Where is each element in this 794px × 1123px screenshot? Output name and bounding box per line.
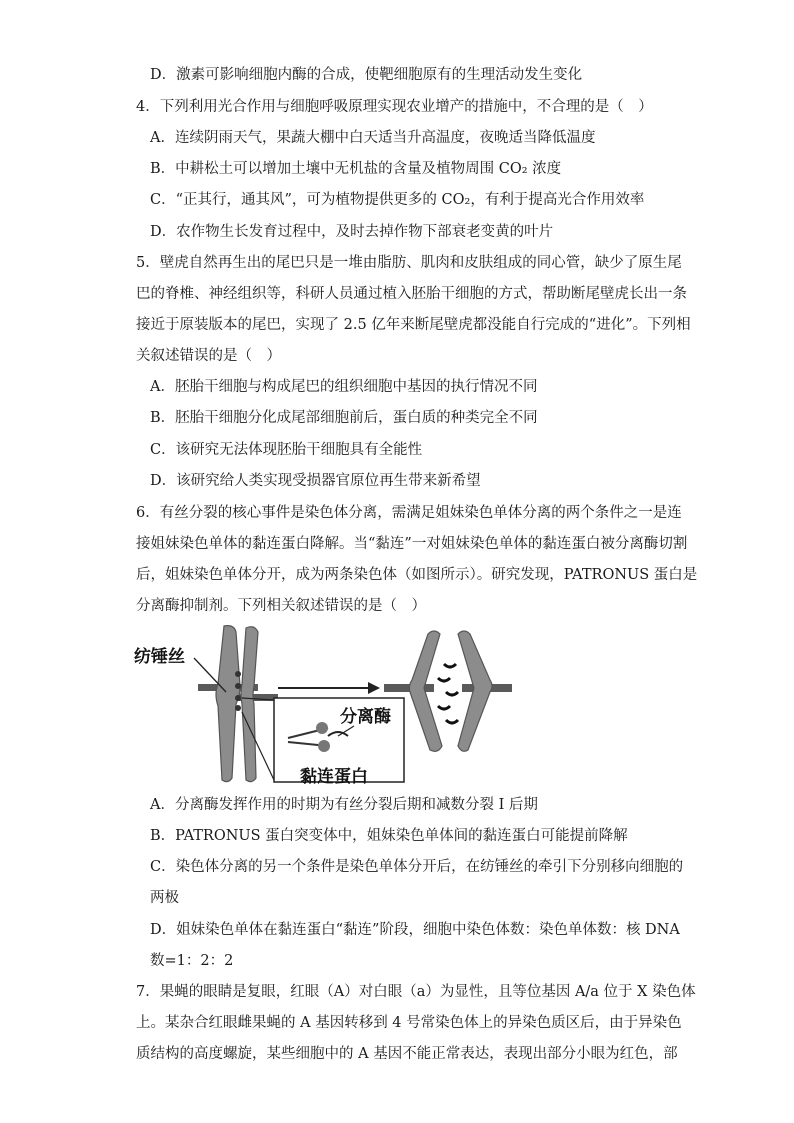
question-5-option-d: D．该研究给人类实现受损器官原位再生带来新希望: [150, 473, 481, 489]
question-4-option-a: A．连续阴雨天气，果蔬大棚中白天适当升高温度，夜晚适当降低温度: [150, 130, 596, 146]
separase-enzyme-shape: [318, 740, 330, 752]
cleaved-cohesin-fragment: [438, 706, 450, 709]
cohesin-dot: [235, 671, 241, 677]
question-4-option-d: D．农作物生长发育过程中，及时去掉作物下部衰老变黄的叶片: [150, 224, 554, 240]
question-5-stem-line-3: 接近于原装版本的尾巴，实现了 2.5 亿年来断尾壁虎都没能自行完成的“进化”。下列相: [136, 317, 691, 333]
question-6-option-d-line-2: 数=1：2：2: [150, 953, 234, 969]
question-6-stem-line-2: 接姐妹染色单体的黏连蛋白降解。当“黏连”一对姐妹染色单体的黏连蛋白被分离酶切割: [136, 536, 688, 552]
question-7-stem-line-3: 质结构的高度螺旋，某些细胞中的 A 基因不能正常表达，表现出部分小眼为红色，部: [136, 1046, 678, 1062]
cohesin-dot: [235, 683, 241, 689]
separase-enzyme-shape: [316, 722, 328, 734]
cohesin-dot: [235, 705, 241, 711]
cleaved-cohesin-fragment: [446, 720, 458, 723]
question-5-stem-line-2: 巴的脊椎、神经组织等，科研人员通过植入胚胎干细胞的方式，帮助断尾壁虎长出一条: [136, 286, 687, 302]
question-5-option-a: A．胚胎干细胞与构成尾巴的组织细胞中基因的执行情况不同: [150, 379, 538, 395]
question-7-stem-line-2: 上。某杂合红眼雌果蝇的 A 基因转移到 4 号常染色体上的异染色质区后，由于异染色: [136, 1015, 682, 1031]
question-6-stem-line-4: 分离酶抑制剂。下列相关叙述错误的是（ ）: [136, 598, 426, 614]
spindle-label: 纺锤丝: [134, 647, 185, 667]
cohesin-label: 黏连蛋白: [300, 767, 368, 787]
sister-chromatid-right: [241, 627, 258, 782]
question-7-stem-line-1: 7．果蝇的眼睛是复眼，红眼（A）对白眼（a）为显性，且等位基因 A/a 位于 X 染色体: [136, 984, 696, 1000]
question-3-option-d: D．激素可影响细胞内酶的合成，使靶细胞原有的生理活动发生变化: [150, 67, 583, 83]
question-5-stem-line-4: 关叙述错误的是（ ）: [136, 348, 281, 364]
cleaved-cohesin-fragment: [444, 664, 456, 667]
cleaved-cohesin-fragment: [438, 678, 450, 681]
process-arrow-head: [368, 682, 380, 694]
question-6-option-c-line-2: 两极: [150, 890, 179, 906]
question-5-stem-line-1: 5．壁虎自然再生出的尾巴只是一堆由脂肪、肌肉和皮肤组成的同心管，缺少了原生尾: [136, 255, 682, 271]
sister-chromatid-left: [216, 626, 240, 782]
question-6-option-b: B．PATRONUS 蛋白突变体中，姐妹染色单体间的黏连蛋白可能提前降解: [150, 828, 628, 844]
question-6-option-c-line-1: C．染色体分离的另一个条件是染色单体分开后，在纺锤丝的牵引下分别移向细胞的: [150, 859, 684, 875]
question-5-option-b: B．胚胎干细胞分化成尾部细胞前后，蛋白质的种类完全不同: [150, 410, 538, 426]
question-4-option-c: C．“正其行，通其风”，可为植物提供更多的 CO₂，有利于提高光合作用效率: [150, 192, 645, 208]
enzyme-label: 分离酶: [340, 707, 391, 727]
question-4-option-b: B．中耕松土可以增加土壤中无机盐的含量及植物周围 CO₂ 浓度: [150, 161, 562, 177]
question-6-option-a: A．分离酶发挥作用的时期为有丝分裂后期和减数分裂 I 后期: [150, 797, 538, 813]
question-6-stem-line-3: 后，姐妹染色单体分开，成为两条染色体（如图所示）。研究发现，PATRONUS 蛋白是: [136, 567, 698, 583]
question-6-stem-line-1: 6．有丝分裂的核心事件是染色体分离，需满足姐妹染色单体分离的两个条件之一是连: [136, 505, 682, 521]
cleaved-cohesin-fragment: [446, 692, 458, 695]
chromosome-separation-figure: [128, 622, 520, 786]
question-5-option-c: C．该研究无法体现胚胎干细胞具有全能性: [150, 442, 423, 458]
question-4-stem: 4．下列利用光合作用与细胞呼吸原理实现农业增产的措施中，不合理的是（ ）: [136, 99, 653, 115]
question-6-option-d-line-1: D．姐妹染色单体在黏连蛋白“黏连”阶段，细胞中染色体数：染色单体数：核 DNA: [150, 922, 680, 938]
cohesin-dot: [235, 695, 241, 701]
